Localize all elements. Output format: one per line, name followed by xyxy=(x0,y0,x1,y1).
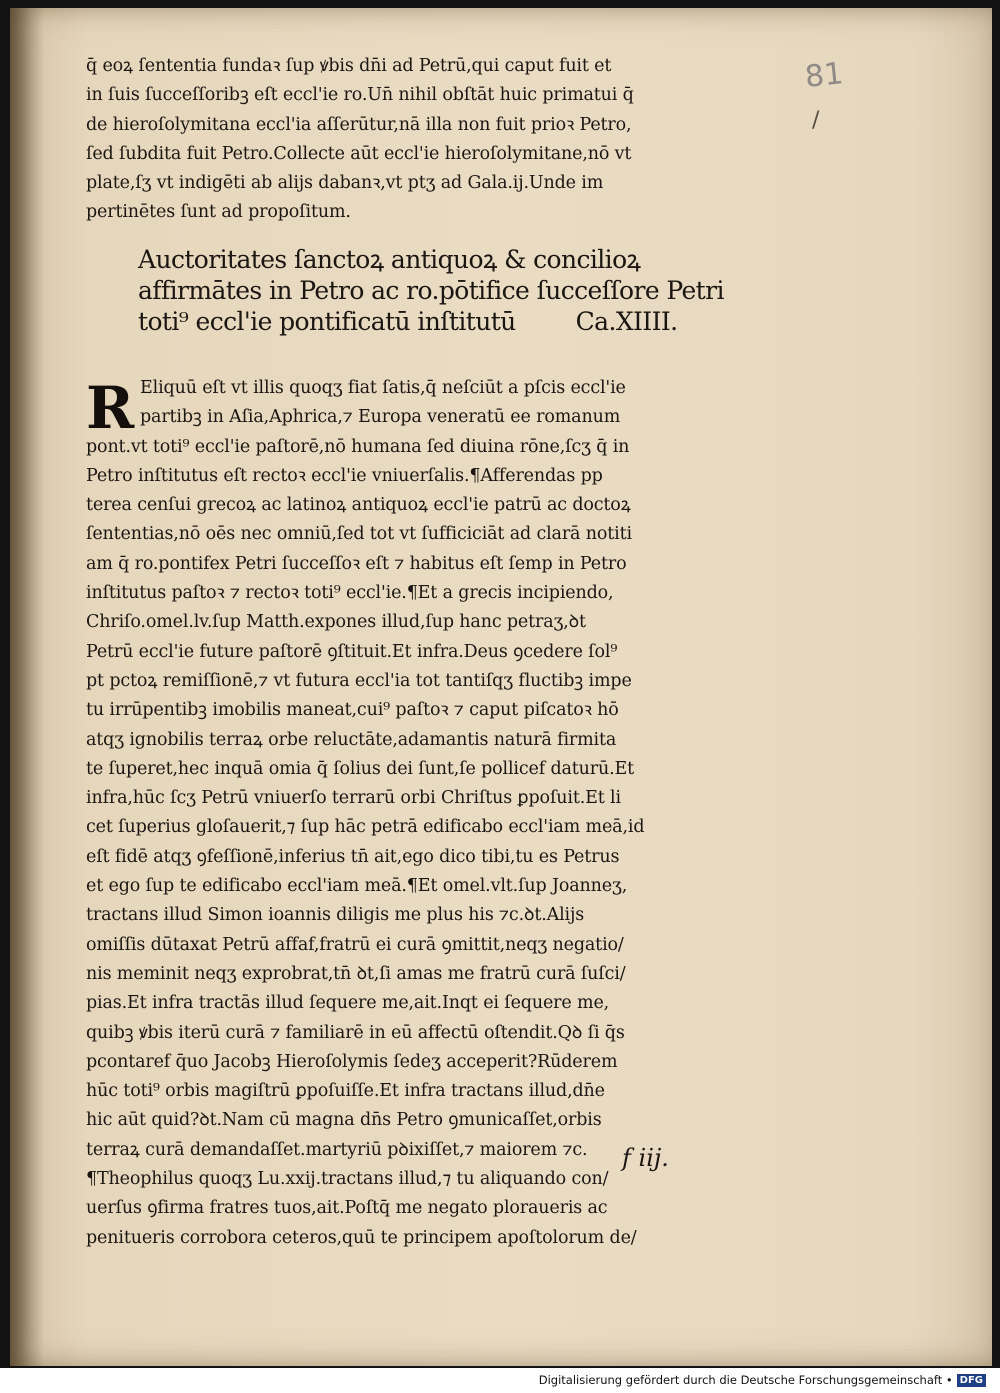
text-line: ſententias,nō oēs nec omniū,ſed tot vt ſufficiciāt ad clarā notiti xyxy=(86,524,632,545)
text-line: Eliquū eſt vt illis quoqʒ fiat ſatis,q̄ neſciūt a pſcis eccl'ie xyxy=(140,378,626,398)
chapter-number: Ca.XIIII. xyxy=(575,307,678,336)
text-line: hūc toti⁹ orbis magiſtrū ꝑpoſuiſſe.Et infra tractans illud,dn̄e xyxy=(86,1081,605,1102)
drop-initial: R xyxy=(86,374,135,442)
text-line: in ſuis ſucceſſoribꝫ eſt eccl'ie ro.Un̄ nihil obſtāt huic primatui q̄ xyxy=(86,85,634,106)
text-line: eſt fidē atqʒ ꝯfeſſionē,inferius tn̄ ait,ego dico tibi,tu es Petrus xyxy=(86,846,620,867)
text-line: de hieroſolymitana eccl'ia aſſerūtur,nā illa non fuit prioꝛ Petro, xyxy=(86,114,632,135)
text-line: pcontaref q̄uo Jacobꝫ Hieroſolymis ſedeʒ acceperit?Rūderem xyxy=(86,1051,618,1072)
dfg-logo: DFG xyxy=(957,1374,986,1387)
text-line: Petrū eccl'ie future paſtorē ꝯſtituit.Et infra.Deus ꝯcedere ſol⁹ xyxy=(86,641,618,662)
text-line: q̄ eoꝝ ſententia fundaꝛ ſup ꝟbis dn̄i ad Petrū,qui caput fuit et xyxy=(86,56,612,76)
margin-folio-note: 81 xyxy=(803,56,845,95)
margin-mark: / xyxy=(812,108,820,133)
text-line: terea cenſui grecoꝝ ac latinoꝝ antiquoꝝ eccl'ie patrū ac doctoꝝ xyxy=(86,495,631,516)
text-line: nis meminit neqʒ exprobrat,tn̄ ꝺt,ſi amas me fratrū curā ſuſci/ xyxy=(86,963,626,984)
text-line: cet ſuperius gloſauerit,⁊ ſup hāc petrā edificabo eccl'iam meā,id xyxy=(86,817,645,838)
text-line: penitueris corrobora ceteros,quū te principem apoſtolorum de/ xyxy=(86,1227,637,1248)
chapter-body xyxy=(86,374,736,1253)
text-line: pt pctoꝝ remiſſionē,⁊ vt futura eccl'ia tot tantiſqʒ fluctibꝫ impe xyxy=(86,670,632,691)
text-line: infra,hūc ſcʒ Petrū vniuerſo terrarū orbi Chriſtus ꝑpoſuit.Et li xyxy=(86,788,621,809)
text-line: Petro inſtitutus eſt rectoꝛ eccl'ie vniuerſalis.¶Afferendas pp xyxy=(86,465,603,486)
text-line: terraꝝ curā demandaſſet.martyriū pꝺixiſſet,⁊ maiorem ⁊c. xyxy=(86,1139,588,1160)
page-gutter-shadow xyxy=(10,8,44,1366)
heading-line xyxy=(138,306,738,337)
text-line: tractans illud Simon ioannis diligis me plus his ⁊c.ꝺt.Alijs xyxy=(86,905,585,926)
text-line: inſtitutus paſtoꝛ ⁊ rectoꝛ toti⁹ eccl'ie.¶Et a grecis incipiendo, xyxy=(86,583,614,604)
text-line: plate,ſʒ vt indigēti ab alijs dabanꝛ,vt ptʒ ad Gala.ij.Unde im xyxy=(86,173,604,194)
opening-paragraph xyxy=(86,52,736,228)
text-line: ſed ſubdita fuit Petro.Collecte aūt eccl'ie hieroſolymitane,nō vt xyxy=(86,143,632,164)
text-line: pias.Et infra tractās illud ſequere me,ait.Inqt ei ſequere me, xyxy=(86,993,610,1014)
heading-line-text: toti⁹ eccl'ie pontificatū inſtitutū xyxy=(138,307,516,336)
text-line: partibꝫ in Aſia,Aphrica,⁊ Europa veneratū ee romanum xyxy=(140,407,621,428)
text-line: uerſus ꝯfirma fratres tuos,ait.Poſtq̄ me negato ploraueris ac xyxy=(86,1198,608,1219)
heading-line: Auctoritates ſanctoꝝ antiquoꝝ & concilioꝝ xyxy=(138,245,641,274)
text-line: atqʒ ignobilis terraꝝ orbe reluctāte,adamantis naturā firmita xyxy=(86,729,617,750)
text-line: tu irrūpentibꝫ imobilis maneat,cui⁹ paſtoꝛ ⁊ caput piſcatoꝛ hō xyxy=(86,700,619,721)
text-line: te ſuperet,hec inquā omia q̄ ſolius dei ſunt,ſe pollicef daturū.Et xyxy=(86,758,635,779)
footer-credit xyxy=(539,1373,986,1387)
text-line: hic aūt quid?ꝺt.Nam cū magna dn̄s Petro ꝯmunicaſſet,orbis xyxy=(86,1110,602,1131)
text-line: ¶Theophilus quoqʒ Lu.xxij.tractans illud,⁊ tu aliquando con/ xyxy=(86,1169,609,1190)
text-line: Chriſo.omel.lv.ſup Matth.expones illud,ſup hanc petraʒ,ꝺt xyxy=(86,612,586,633)
text-line: pertinētes ſunt ad propoſitum. xyxy=(86,202,351,223)
heading-line: affirmātes in Petro ac ro.pōtifice ſucceſſore Petri xyxy=(138,276,724,305)
signature-mark: f iij. xyxy=(622,1144,669,1172)
chapter-heading xyxy=(138,244,738,337)
text-line: pont.vt toti⁹ eccl'ie paſtorē,nō humana ſed diuina rōne,ſcʒ q̄ in xyxy=(86,436,630,457)
text-line: et ego ſup te edificabo eccl'iam meā.¶Et omel.vlt.ſup Joanneʒ, xyxy=(86,876,628,897)
text-line: quibꝫ ꝟbis iterū curā ⁊ familiarē in eū affectū oſtendit.Qꝺ ſi q̄s xyxy=(86,1022,625,1043)
text-line: omiſſis dūtaxat Petrū affaf,fratrū ei curā ꝯmittit,neqʒ negatio/ xyxy=(86,934,624,955)
footer-credit-text: Digitalisierung gefördert durch die Deutsche Forschungsgemeinschaft • xyxy=(538,1373,953,1387)
text-line: am q̄ ro.pontifex Petri ſucceſſoꝛ eſt ⁊ habitus eſt ſemp in Petro xyxy=(86,553,627,574)
